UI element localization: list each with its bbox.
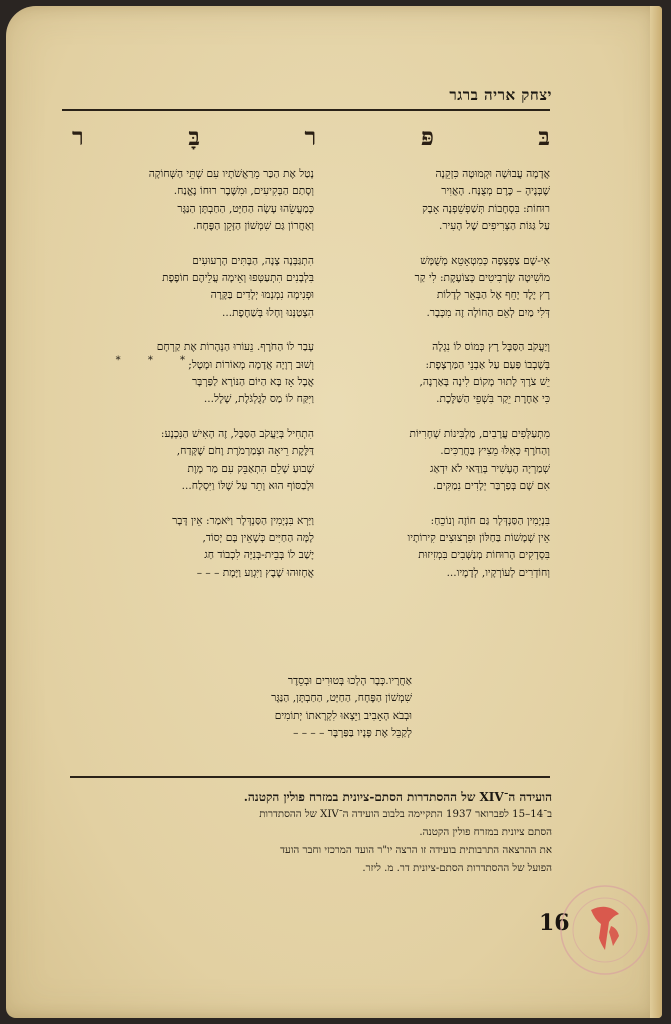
poem-line: רוּחוֹת: בִּסְחָבוֹת תְּשַׁפְשֵׁפְנָה אָבָק bbox=[422, 202, 550, 215]
stanza bbox=[340, 426, 550, 496]
stanza bbox=[94, 166, 314, 236]
poem-line: וְשׁוּב רְוָיָה אֲדָמָה מְאוֹרוֹת וּמָטָל; bbox=[188, 358, 314, 371]
stanza bbox=[340, 253, 550, 323]
poem-line: הִתְגַּבְּנָה צָנָה, הַבָּתִּים הָרְעוּעִים bbox=[192, 254, 314, 267]
poem-line: שָׁבוּעַ שָׁלֵם הִתְאַבֵּק עִם מַר מָוֶת bbox=[187, 462, 314, 475]
page-edge bbox=[650, 6, 662, 1018]
poem-line: שִׁמְשׁוֹן הַפֶּחָח, הַחַיָּט, הַחַבְתָּן, הַנַּגָּר bbox=[271, 692, 412, 705]
poem-line: דְּלִי מַיִם לְאֵם הַחוֹלָה זֶה מִכְּבָר. bbox=[426, 306, 550, 319]
poem-line: עָבַר לוֹ הַחֹרֶף. נֵעוֹרוּ הַנְּהָרוֹת אֶת קַרְחָם bbox=[156, 341, 314, 354]
poem-left-column bbox=[94, 166, 314, 599]
stanza bbox=[94, 253, 314, 323]
title-letter: פּ bbox=[420, 122, 434, 151]
poem-line: רָץ יֶלֶד יָחֵף אֶל הַבְּאֵר לְדָלוֹת bbox=[436, 289, 550, 302]
book-page bbox=[6, 6, 662, 1018]
poem-line: אֲדָמָה עֲבוּשָׁה וּקְמוּטָה כִּזְקֵנָה bbox=[435, 168, 550, 180]
poem-line: בִּנְיָמִין הַסַּנְדְּלָר גַּם חוֹזֶה וְנוֹכֵחַ: bbox=[430, 514, 550, 527]
poem-line: יָשַׁב לוֹ בְּבֵית-בְּנִיָּה לִכְבוֹד חַג bbox=[204, 549, 314, 562]
title-letter: ר bbox=[72, 122, 84, 151]
poem-line: עַל גַּגּוֹת הַצְּרִיפִים שֶׁל הָעִיר. bbox=[438, 220, 550, 233]
archive-stamp-icon bbox=[555, 880, 655, 980]
poem-line: נָטַל אֶת הַכַּר מֵרַאֲשֹׁתָיו עִם שְׁתֵּי הַשְּׁחוֹקָה bbox=[148, 168, 314, 180]
poem-line: וּלְבַסּוֹף הוּא וָתֵר עַל שֶׁלּוֹ וַיִּסְלַח... bbox=[181, 480, 314, 493]
poem-line: בִּלְבָנִים הִתְעַטְּפוּ וְאֵימָה עֲלֵיהֶם חוֹפֶפֶת bbox=[162, 272, 314, 285]
poem-line: וּבְבֹא הָאָבִיב וַיֵּצְאוּ לִקְרָאתוֹ יְתוֹמִים bbox=[274, 709, 412, 722]
poem-line: אַחֲרָיו.כְּבָר הָלְכוּ בְּטוּרִים וּבְסֵדֶר bbox=[287, 675, 412, 687]
poem-line: אֵין שְׁמָשׁוֹת בַּחַלּוֹן וּפִרְצוּצִים קִירוֹתָיו bbox=[407, 531, 550, 544]
poem-line: דַּלֶּקֶת רֵיאָה וּצְמַרְמֹרֶת וָחֹם שֶׁקָּדַח, bbox=[176, 445, 314, 458]
poem-line: לְקַבֵּל אֶת פָּנָיו בַּפַּרְבָּר – – – – bbox=[293, 727, 412, 740]
page-number: 16 bbox=[539, 910, 570, 936]
poem-line: הִצְטַנְּנוּ וְחָלוּ בְּשַׁחֶפֶת... bbox=[221, 306, 314, 319]
poem-line: בִּסְדָקִים הָרוּחוֹת מְנַשְּׁבִים בִּמְזִיזוּת bbox=[418, 549, 550, 562]
poem-line: בְּשָׁבְבוֹ פַּעַם עַל אַבְנֵי הַמַּרְצָפֶת: bbox=[425, 358, 550, 371]
section-stars: * * * bbox=[115, 355, 197, 366]
stanza bbox=[94, 513, 314, 583]
header-rule bbox=[62, 109, 550, 111]
title-letters bbox=[72, 122, 550, 152]
poem-line: וַיִּקַּח לוֹ מַס לַגֻּלְגֹּלֶת, שָׁלָל... bbox=[203, 393, 314, 406]
poem-line: וַיַּרְא בִּנְיָמִין הַסַּנְדְּלָר וַיֹּאמַר: אֵין דָּבָר bbox=[172, 514, 314, 527]
stanza bbox=[340, 513, 550, 583]
poem-line: וְסָתַם הַבְּקִיעִים, וּמִשֶּׁבֶר רוּחוֹ נֶאֱנַח. bbox=[173, 185, 314, 198]
final-stanza bbox=[212, 673, 412, 743]
stanza bbox=[340, 166, 550, 236]
poem-line: יֵשׁ צֹרֶךְ לָתוּר מָקוֹם לִינָה בָּאַרְנָה, bbox=[419, 376, 550, 389]
poem-line: כִּי אַחֶרֶת יֵקַר בִּשְׁפֵי הַשַּׁלֶּכֶת. bbox=[436, 393, 550, 406]
stanza bbox=[94, 339, 314, 409]
poem-line: הִתְחִיל בְּיַעֲקֹב הַסַּבָּל, זֶה הָאִישׁ הַנִּכְנָע: bbox=[160, 427, 314, 440]
notice-line: הפועל של ההסתדרות הסתם-ציונית דר. מ. ליזר. bbox=[362, 863, 552, 874]
poem-line: שְׁמַרְיָה הֶעָשִׁיר בְּוַדַּאי לֹא יִדְאַג bbox=[430, 462, 550, 475]
poem-line: אֲחָזוּהוּ שֶׁבֶץ וַיִּגְוַע וַיָּמָת – – – bbox=[196, 566, 314, 579]
poem-line: וְהַחֹרֶף כְּאִלּוּ מֵצִיץ בַּחֲרַכִּים. bbox=[440, 445, 550, 458]
poem-right-column bbox=[340, 166, 550, 599]
poem-line: אֲבָל אָז בָּא הַיּוֹם הַנּוֹרָא לַפַּרְבָּר bbox=[191, 376, 314, 389]
poem-line: שֶׁבְּנֶיהָ – כֶּרֶם מְצֻנָּח. הָאֲוִיר bbox=[441, 185, 550, 198]
poem-line: וְאַחֲרוֹן גַּם שִׁמְשׁוֹן הַזָּקֵן הַפֶּחָח. bbox=[192, 220, 314, 233]
poem-line: לָמָּה הַחַיִּים כְּשֶׁאֵין בָּם יְסוֹד, bbox=[202, 531, 314, 544]
poem-line: מִתְעַלְּפִים עֲרָבִים, מַלְבִּינוֹת שְׁחָרִיּוֹת bbox=[409, 427, 550, 440]
poem-line: מוֹשִׁיטָה שָׂרְבִיטִים כְּצוֹעֶקֶת: לִי קַר bbox=[414, 272, 550, 285]
title-letter: בּ bbox=[538, 122, 550, 151]
poem-line: וְחוֹדְרִים לְעוֹרְקָיו, לְדָמָיו... bbox=[446, 566, 550, 579]
notice-headline: הועידה ה־XIV של ההסתדרות הסתם-ציונית במזרח פולין הקטנה. bbox=[243, 790, 552, 804]
author-name: יצחק אריה ברגר bbox=[449, 86, 552, 104]
stanza bbox=[94, 426, 314, 496]
poem-line: וּפְנִימָה נִמְנְמוּ יְלָדִים בַּקָּרָה bbox=[210, 289, 314, 302]
news-notice bbox=[66, 788, 552, 878]
poem-line: כְּמַעֲשֵׂהוּ עָשָׂה הַחַיָּט, הַחַבְתָּן הַנַּגָּר bbox=[177, 202, 314, 215]
title-letter: ר bbox=[304, 122, 317, 151]
section-rule bbox=[70, 776, 550, 778]
poem-line: אִם שָׁם בְּפַרְבַּר יְלָדִים נִמַקִּים. bbox=[432, 480, 550, 493]
notice-line: הסתם ציונית במזרח פולין הקטנה. bbox=[419, 827, 552, 838]
poem-line: וְיַעֲקֹב הַסַּבָּל רָץ כְּמוֹס לוֹ נִגְלָה bbox=[432, 341, 550, 354]
notice-line: ב־14–15 לפברואר 1937 התקיימה בלבוב הועידה ה־XIV של ההסתדרות bbox=[259, 809, 552, 820]
notice-line: את ההרצאה התרבותית בועידה זו הרצה יו"ר הועד המרכזי וחבר הועד bbox=[280, 845, 552, 856]
title-letter: בָּ bbox=[188, 122, 200, 151]
poem-line: אִי-שָׁם צַפְצָפָה כְּמִטְאָטֵא מְשֻׁמָּשׁ bbox=[420, 254, 550, 267]
stanza bbox=[340, 339, 550, 409]
